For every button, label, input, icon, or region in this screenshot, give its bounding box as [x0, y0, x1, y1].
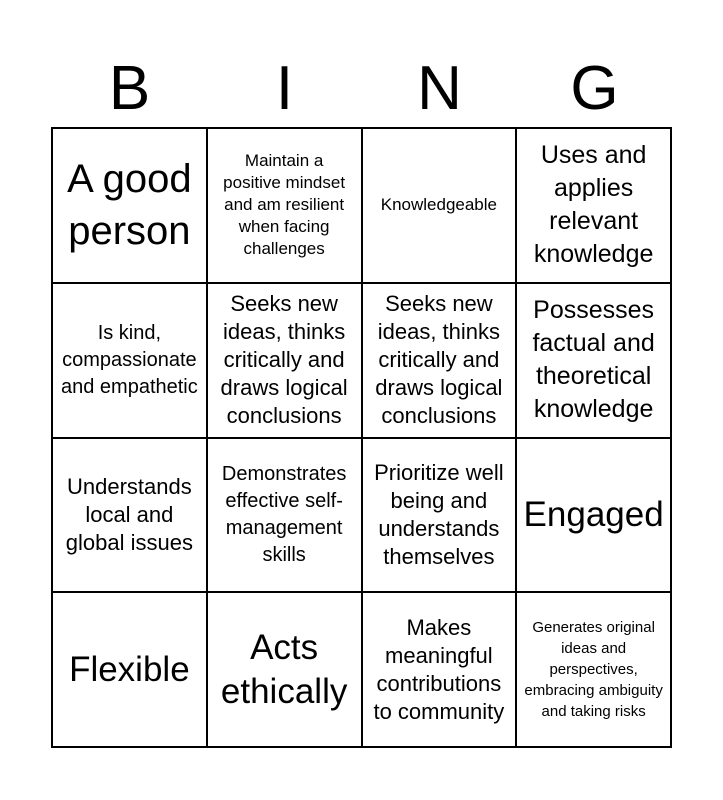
bingo-cell[interactable] [208, 284, 363, 439]
cell-text: Flexible [69, 649, 190, 689]
cell-text: Knowledgeable [380, 195, 497, 215]
bingo-cell[interactable] [53, 439, 208, 594]
bingo-cell[interactable] [517, 284, 672, 439]
cell-text: Makes meaningful contributions to community [373, 614, 505, 724]
bingo-cell[interactable] [53, 593, 208, 748]
header-letter-g: G [570, 54, 619, 123]
header-letter-i: I [275, 54, 294, 123]
cell-text: Prioritize well being and understands themselves [374, 459, 504, 569]
bingo-cell[interactable] [208, 439, 363, 594]
bingo-cell[interactable] [517, 593, 672, 748]
bingo-cell[interactable] [208, 593, 363, 748]
cell-text: Generates original ideas and perspectives, embracing ambiguity and taking risks [524, 619, 663, 721]
header-letter-n: N [417, 54, 462, 123]
cell-text: Seeks new ideas, thinks critically and draws logical conclusions [375, 291, 503, 429]
bingo-cell[interactable] [517, 439, 672, 594]
bingo-cell[interactable] [53, 284, 208, 439]
cell-text: Uses and applies relevant knowledge [533, 141, 654, 269]
bingo-cell[interactable] [363, 439, 518, 594]
cell-text: Understands local and global issues [65, 473, 193, 555]
cell-text: Possesses factual and theoretical knowledge [532, 296, 655, 424]
cell-text: Is kind, compassionate and empathetic [60, 321, 198, 398]
cell-text: Demonstrates effective self-management skills [221, 462, 347, 566]
bingo-cell[interactable] [363, 593, 518, 748]
cell-text: Maintain a positive mindset and am resilient when facing challenges [223, 151, 346, 259]
bingo-cell[interactable] [363, 129, 518, 284]
cell-text: Seeks new ideas, thinks critically and draws logical conclusions [220, 291, 348, 429]
bingo-cell[interactable] [53, 129, 208, 284]
header-letter-b: B [108, 54, 151, 123]
bingo-grid [51, 127, 672, 748]
cell-text: Engaged [523, 494, 664, 534]
bingo-cell[interactable] [517, 129, 672, 284]
cell-text: A good person [67, 157, 192, 254]
bingo-cell[interactable] [363, 284, 518, 439]
cell-text: Acts ethically [220, 627, 348, 711]
bingo-cell[interactable] [208, 129, 363, 284]
bingo-header [52, 50, 672, 128]
